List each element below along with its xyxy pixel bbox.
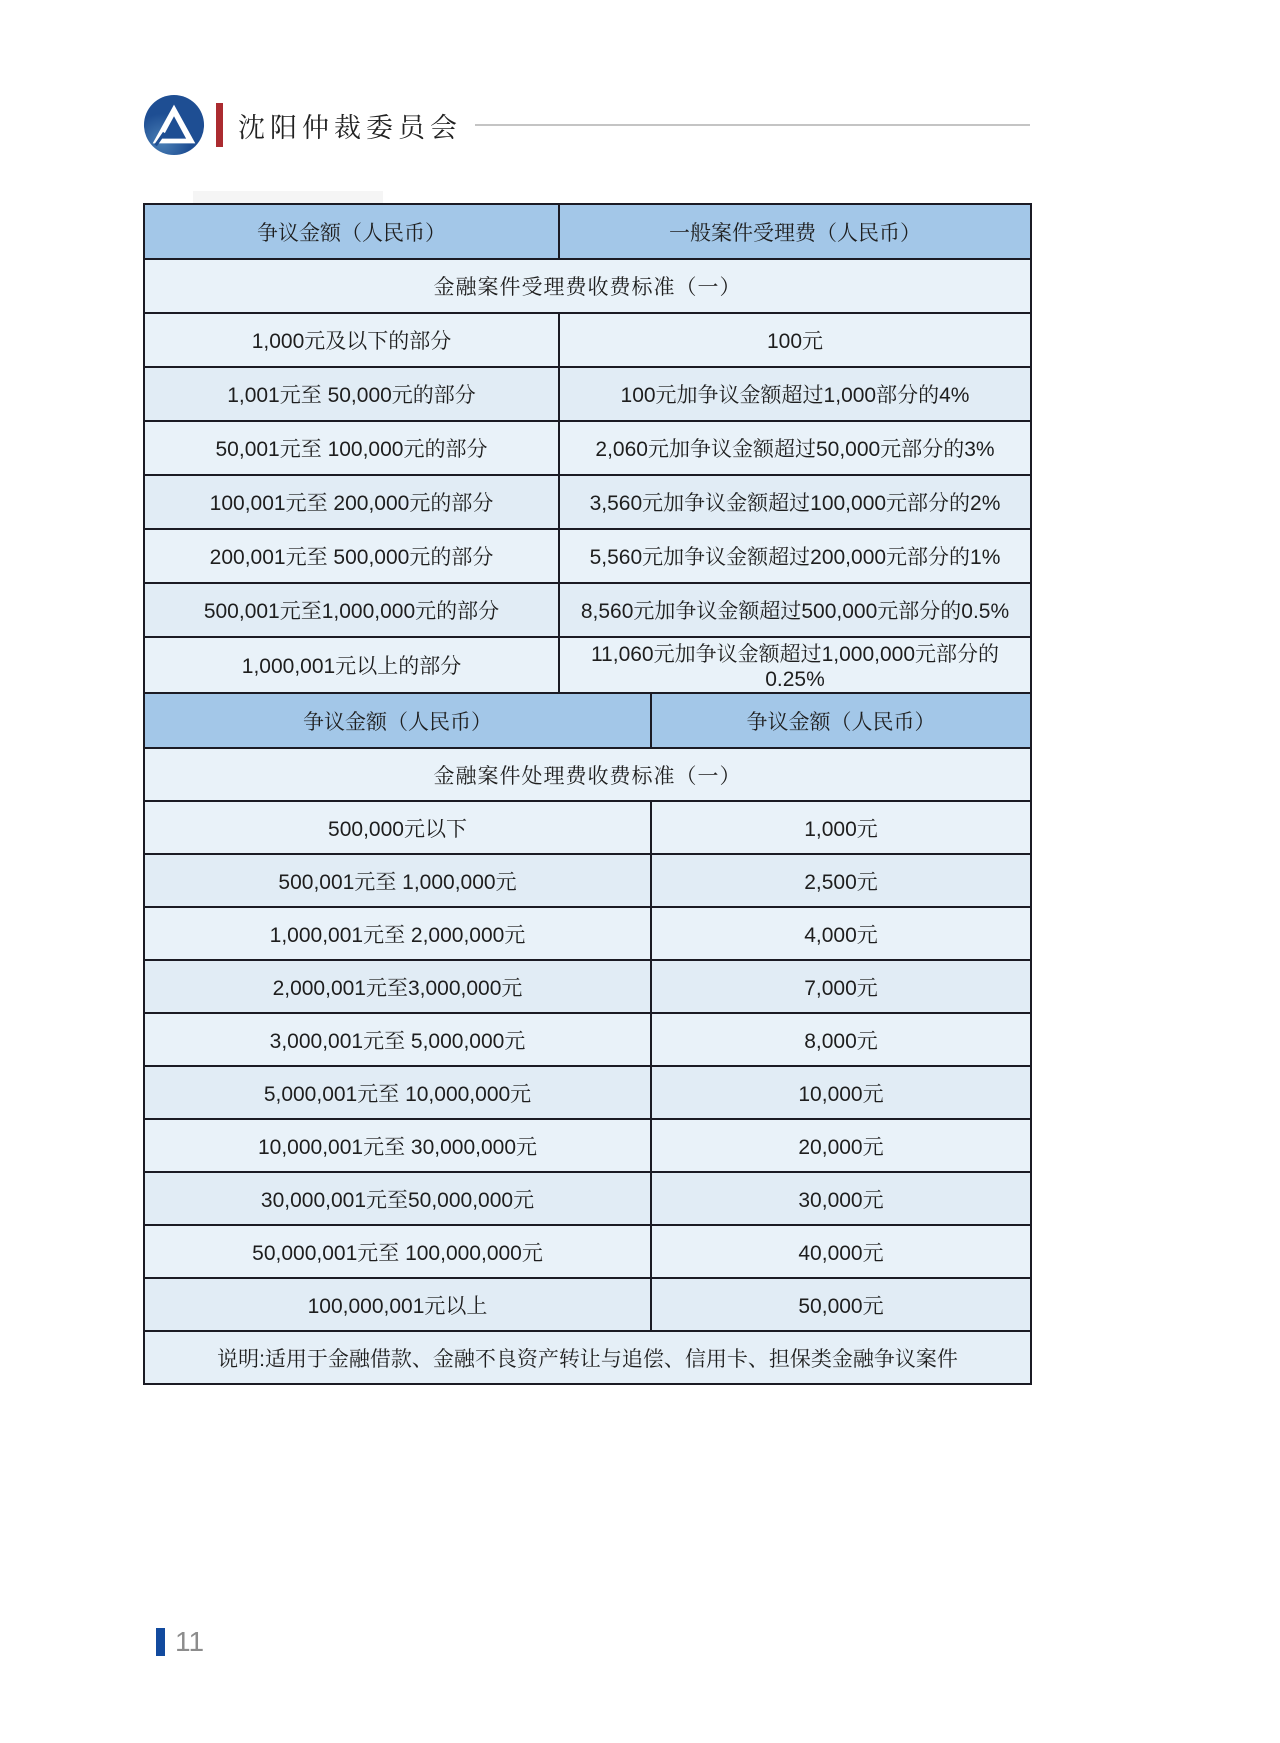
fee-amount-cell: 2,060元加争议金额超过50,000元部分的3% (559, 421, 1031, 475)
fee-amount-cell: 30,000元 (651, 1172, 1031, 1225)
fee-amount-cell: 1,000元 (651, 801, 1031, 854)
table-row (144, 637, 1031, 693)
fee-range-cell: 3,000,001元至 5,000,000元 (144, 1013, 651, 1066)
table-row (144, 583, 1031, 637)
table-row (144, 1278, 1031, 1331)
table-row (144, 367, 1031, 421)
header-rule-line (475, 124, 1030, 126)
table-row (144, 421, 1031, 475)
fee-amount-cell: 20,000元 (651, 1119, 1031, 1172)
table-title-row (144, 748, 1031, 801)
table-row (144, 1013, 1031, 1066)
table-row (144, 475, 1031, 529)
brand-title: 沈阳仲裁委员会 (238, 112, 462, 143)
acceptance-fee-table (143, 203, 1032, 694)
fee-range-cell: 500,000元以下 (144, 801, 651, 854)
fee-amount-cell: 11,060元加争议金额超过1,000,000元部分的0.25% (559, 637, 1031, 693)
arbitration-logo-icon (143, 94, 205, 156)
table-row (144, 801, 1031, 854)
table-row (144, 1119, 1031, 1172)
table-title-row (144, 259, 1031, 313)
column-header-dispute-amount: 争议金额（人民币） (144, 693, 651, 748)
fee-range-cell: 1,000元及以下的部分 (144, 313, 559, 367)
column-header-dispute-amount: 争议金额（人民币） (144, 204, 559, 259)
fee-range-cell: 50,000,001元至 100,000,000元 (144, 1225, 651, 1278)
fee-amount-cell: 5,560元加争议金额超过200,000元部分的1% (559, 529, 1031, 583)
page-header (143, 92, 1030, 158)
fee-range-cell: 10,000,001元至 30,000,000元 (144, 1119, 651, 1172)
page-number-marker (156, 1628, 165, 1656)
fee-range-cell: 30,000,001元至50,000,000元 (144, 1172, 651, 1225)
fee-tables-area (143, 203, 1030, 1385)
processing-fee-table-title: 金融案件处理费收费标准（一） (144, 748, 1031, 801)
fee-amount-cell: 10,000元 (651, 1066, 1031, 1119)
table-row (144, 313, 1031, 367)
table-row (144, 1225, 1031, 1278)
fee-range-cell: 200,001元至 500,000元的部分 (144, 529, 559, 583)
fee-range-cell: 100,000,001元以上 (144, 1278, 651, 1331)
table-header-row (144, 204, 1031, 259)
fee-range-cell: 1,001元至 50,000元的部分 (144, 367, 559, 421)
table-note-row (144, 1331, 1031, 1384)
column-header-dispute-amount: 争议金额（人民币） (651, 693, 1031, 748)
table-row (144, 854, 1031, 907)
fee-amount-cell: 4,000元 (651, 907, 1031, 960)
processing-fee-table (143, 692, 1032, 1385)
column-header-acceptance-fee: 一般案件受理费（人民币） (559, 204, 1031, 259)
fee-amount-cell: 3,560元加争议金额超过100,000元部分的2% (559, 475, 1031, 529)
table-row (144, 1172, 1031, 1225)
table-row (144, 907, 1031, 960)
fee-range-cell: 1,000,001元至 2,000,000元 (144, 907, 651, 960)
fee-range-cell: 5,000,001元至 10,000,000元 (144, 1066, 651, 1119)
table-note: 说明:适用于金融借款、金融不良资产转让与追偿、信用卡、担保类金融争议案件 (144, 1331, 1031, 1384)
page-number: 11 (175, 1626, 205, 1657)
acceptance-fee-table-title: 金融案件受理费收费标准（一） (144, 259, 1031, 313)
fee-range-cell: 500,001元至1,000,000元的部分 (144, 583, 559, 637)
table-header-row (144, 693, 1031, 748)
fee-amount-cell: 8,000元 (651, 1013, 1031, 1066)
table-row (144, 960, 1031, 1013)
fee-amount-cell: 100元加争议金额超过1,000部分的4% (559, 367, 1031, 421)
fee-range-cell: 500,001元至 1,000,000元 (144, 854, 651, 907)
fee-range-cell: 1,000,001元以上的部分 (144, 637, 559, 693)
fee-amount-cell: 2,500元 (651, 854, 1031, 907)
fee-amount-cell: 50,000元 (651, 1278, 1031, 1331)
fee-amount-cell: 8,560元加争议金额超过500,000元部分的0.5% (559, 583, 1031, 637)
fee-range-cell: 100,001元至 200,000元的部分 (144, 475, 559, 529)
fee-amount-cell: 100元 (559, 313, 1031, 367)
fee-amount-cell: 40,000元 (651, 1225, 1031, 1278)
table-row (144, 529, 1031, 583)
table-row (144, 1066, 1031, 1119)
fee-range-cell: 2,000,001元至3,000,000元 (144, 960, 651, 1013)
fee-range-cell: 50,001元至 100,000元的部分 (144, 421, 559, 475)
brand-divider-bar (216, 103, 223, 147)
page-footer (156, 1626, 204, 1658)
fee-amount-cell: 7,000元 (651, 960, 1031, 1013)
